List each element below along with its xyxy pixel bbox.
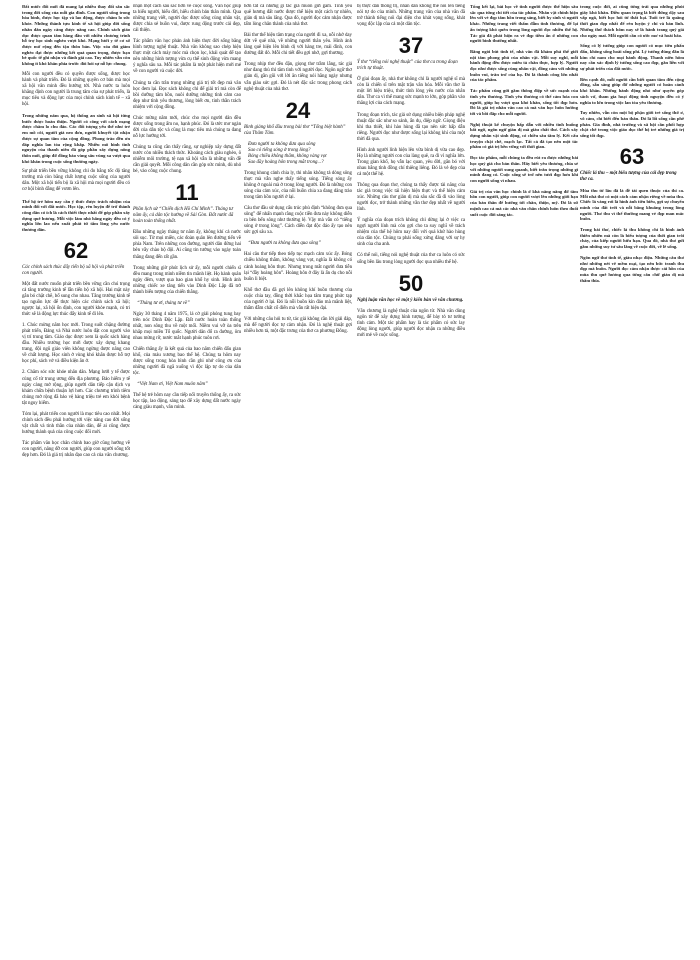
poem-block xyxy=(244,142,352,166)
paragraph: Đọc tác phẩm, mỗi chúng ta đều rút ra được những bài học quý giá cho bản thân. Hãy biết yêu thương, chia sẻ với những người xung quanh, biết trân trọng những gì mình đang có. Cuộc sống sẽ trở nên tươi đẹp hơn khi con người sống vì nhau. xyxy=(470,155,578,183)
paragraph: Tác phẩm văn học phản ánh hiện thực đời sống bằng hình tượng nghệ thuật. Nhà văn không sao chép hiện thực một cách máy móc mà chọn lọc, khái quát để tạo nên những hình tượng vừa cụ thể sinh động vừa mang ý nghĩa sâu xa. Mỗi tác phẩm là một phát hiện mới mẻ về con người và cuộc đời. xyxy=(133,39,241,75)
paragraph: Chúng ta cần trân trọng những giá trị tốt đẹp mà văn học đem lại. Đọc sách không chỉ để giải trí mà còn để bồi dưỡng tâm hồn, nuôi dưỡng những tình cảm cao đẹp như tình yêu thương, lòng biết ơn, tinh thần trách nhiệm với cộng đồng. xyxy=(133,80,241,110)
paragraph: Trong nhịp thơ đều đặn, giọng thơ trầm lắng, tác giả như đang thủ thỉ tâm tình với người đọc. Ngôn ngữ thơ giản dị, gần gũi với lời ăn tiếng nói hằng ngày nhưng vẫn giàu sức gợi. Đó là nét đặc sắc trong phong cách nghệ thuật của nhà thơ. xyxy=(244,62,352,92)
paragraph: trong cuộc đời, ai cũng từng trải qua những phút giây khó khăn. Điều quan trọng là biết đứng dậy sau vấp ngã, biết học hỏi từ thất bại. Tuổi trẻ là quãng thời gian đẹp nhất để rèn luyện ý chí và bản lĩnh. Những thử thách hôm nay sẽ là hành trang quý giá cho ngày mai. Mỗi người cần có ước mơ và hoài bão. xyxy=(580,4,684,38)
chapter-number: 24 xyxy=(285,97,311,123)
paragraph: Trong bài thơ, chiếc lá thu không chỉ là hình ảnh thiên nhiên mà còn là biểu tượng của thời gian trôi chảy, của kiếp người hữu hạn. Qua đó, nhà thơ gửi gắm những suy tư sâu lắng về cuộc đời, về lẽ sống. xyxy=(580,227,684,250)
paragraph: Sự phát triển bền vững không chỉ đo bằng tốc độ tăng trưởng mà còn bằng chất lượng cuộc sống của người dân. Một xã hội tiến bộ là xã hội mà mọi người đều có cơ hội bình đẳng để vươn lên. xyxy=(22,169,130,193)
paragraph: Trong những năm qua, hệ thống an sinh xã hội từng bước được hoàn thiện. Người có công với cách mạng được chăm lo chu đáo. Các đối tượng yếu thế như trẻ em mồ côi, người già neo đơn, người khuyết tật nhận được sự quan tâm của cộng đồng. Phong trào đền ơn đáp nghĩa lan tỏa rộng khắp. Nhiều mô hình tình nguyện của thanh niên đã góp phần xây dựng nông thôn mới, giúp đỡ đồng bào vùng sâu vùng xa vượt qua khó khăn trong cuộc sống thường ngày. xyxy=(22,113,130,164)
paragraph: 2. Chăm sóc sức khỏe nhân dân. Mạng lưới y tế được củng cố từ trung ương đến địa phương. Bảo hiểm y tế ngày càng mở rộng, giúp người dân tiếp cận dịch vụ khám chữa bệnh thuận lợi hơn. Các chương trình tiêm chủng mở rộng đã bảo vệ hàng triệu trẻ em khỏi bệnh tật nguy hiểm. xyxy=(22,370,130,406)
paragraph: Đất nước đổi mới đã mang lại nhiều thay đổi sâu sắc trong đời sống của mỗi gia đình. Con người sống trong hòa bình, được học tập và lao động, được chăm lo sức khỏe. Những thành tựu kinh tế xã hội giúp đời sống nhân dân ngày càng được nâng cao. Chính sách giáo dục được quan tâm hàng đầu với nhiều chương trình hỗ trợ học sinh nghèo vượt khó. Mạng lưới y tế cơ sở được mở rộng đến tận thôn bản. Việc xóa đói giảm nghèo đạt được những kết quả quan trọng, được bạn bè quốc tế ghi nhận và đánh giá cao. Tuy nhiên vẫn còn không ít khó khăn phía trước đòi hỏi sự nỗ lực chung. xyxy=(22,4,130,67)
paragraph: Văn chương là nghệ thuật của ngôn từ. Nhà văn dùng ngôn từ để xây dựng hình tượng, để bày tỏ tư tưởng tình cảm. Một tác phẩm hay là tác phẩm có sức lay động lòng người, giúp người đọc nhận ra những điều mới mẻ về cuộc sống. xyxy=(357,308,465,338)
paragraph: Ngày 30 tháng 4 năm 1975, lá cờ giải phóng tung bay trên nóc Dinh Độc Lập. Đất nước hoàn toàn thống nhất, non sông thu về một mối. Niềm vui vỡ òa trên khắp mọi miền Tổ quốc. Người dân đổ ra đường, ôm nhau mừng rỡ, nước mắt hạnh phúc tuôn rơi. xyxy=(133,311,241,342)
paragraph: Với những câu hỏi tu từ, tác giả không cần lời giải đáp, mà để người đọc tự cảm nhận. Đó là nghệ thuật gợi nhiều hơn tả, một đặc trưng của thơ ca phương Đông. xyxy=(244,316,352,334)
paragraph: Ở giai đoạn ấy, nhà thơ không chỉ là người nghệ sĩ mà còn là chiến sĩ trên mặt trận văn hóa. Mỗi vần thơ là một lời hiệu triệu, thức tỉnh lòng yêu nước của nhân dân. Thơ ca vì thế mang sức mạnh to lớn, góp phần vào thắng lợi của cách mạng. xyxy=(357,77,465,107)
column-3 xyxy=(244,4,352,956)
paragraph: Câu thơ đầu sử dụng cấu trúc phủ định “không đưa qua sông” để nhấn mạnh rằng cuộc tiễn đưa này không diễn ra bên bến sông như thường lệ. Vậy mà vẫn có “tiếng sóng ở trong lòng”. Cách diễn đạt độc đáo ấy tạo nên sức gợi sâu xa. xyxy=(244,206,352,236)
paragraph: Sống có lý tưởng giúp con người có mục tiêu phấn đấu, không sống hoài sống phí. Lý tưởng đúng đắn là kim chỉ nam cho mọi hành động. Thanh niên hôm nay cần xác định lý tưởng sống cao đẹp, gắn liền với sự phát triển của đất nước. xyxy=(580,43,684,72)
paragraph: Có thể nói, tiếng nói nghệ thuật của thơ ca luôn có sức sống bền lâu trong lòng người đọc qua nhiều thế hệ. xyxy=(357,253,465,265)
chapter-epigraph: Phần lịch sử “Chiến dịch Hồ Chí Minh”. Tháng tư năm ấy, cả dân tộc hướng về Sài Gòn. Đất nước đã hoàn toàn thống nhất. xyxy=(133,207,234,225)
quote-line: “Tháng tư ơi, tháng tư về” xyxy=(137,300,190,306)
paragraph: Giá trị của văn học chính là ở khả năng nâng đỡ tâm hồn con người, giúp con người vượt lên những giới hạn của bản thân để hướng tới chân, thiện, mỹ. Đó là sứ mệnh cao cả mà các nhà văn chân chính luôn theo đuổi suốt cuộc đời sáng tác. xyxy=(470,188,578,217)
chapter-number: 11 xyxy=(175,180,199,206)
paragraph: hơn tất cả những gì tác giả muốn gửi gắm. Tình yêu quê hương đất nước được thể hiện một cách tự nhiên, giản dị mà sâu lắng. Qua đó, người đọc cảm nhận được tấm lòng chân thành của nhà thơ. xyxy=(244,4,352,28)
paragraph: Trong đoạn trích, tác giả sử dụng nhiều biện pháp nghệ thuật đặc sắc như so sánh, ẩn dụ, điệp ngữ. Giọng điệu khi tha thiết, khi hào hùng đã tạo nên sức hấp dẫn riêng. Người đọc như được sống lại không khí của một thời đã qua. xyxy=(357,112,465,142)
paragraph: Bên cạnh đó, mỗi người cần biết quan tâm đến cộng đồng, sẵn sàng giúp đỡ những người có hoàn cảnh khó khăn. Những hành động nhỏ như quyên góp sách vở, tham gia hoạt động tình nguyện đều có ý nghĩa to lớn trong việc lan tỏa yêu thương. xyxy=(580,76,684,105)
paragraph: Chúc mừng năm mới, chúc cho mọi người dân đều được sống trong ấm no, hạnh phúc. Đó là ước mơ ngàn đời của dân tộc và cũng là mục tiêu mà chúng ta đang nỗ lực hướng tới. xyxy=(133,115,241,139)
poem-line: Đưa người ta không đưa qua sông xyxy=(248,141,316,147)
paragraph: Thế hệ trẻ hôm nay cần ý thức được trách nhiệm của mình đối với đất nước. Học tập, rèn luyện để trở thành công dân có ích là cách thiết thực nhất để góp phần xây dựng quê hương. Mỗi việc làm nhỏ hằng ngày đều có ý nghĩa lớn lao nếu xuất phát từ tấm lòng yêu nước thương dân. xyxy=(22,198,130,233)
paragraph: Thế hệ trẻ hôm nay cần tiếp nối truyền thống ấy, ra sức học tập, lao động, sáng tạo để xây dựng đất nước ngày càng giàu mạnh, văn minh. xyxy=(133,393,241,411)
paragraph: Tác phẩm văn học chân chính bao giờ cũng hướng về con người, nâng đỡ con người, giúp con người sống tốt đẹp hơn. Đó là giá trị nhân đạo cao cả của văn chương. xyxy=(22,440,130,459)
paragraph: Một đất nước muốn phát triển bền vững cần chú trọng cả tăng trưởng kinh tế lẫn tiến bộ xã hội. Hai mặt này gắn bó chặt chẽ, bổ sung cho nhau. Tăng trưởng kinh tế tạo nguồn lực để thực hiện các chính sách xã hội; ngược lại, xã hội ổn định, con người khỏe mạnh, có tri thức sẽ là động lực thúc đẩy kinh tế đi lên. xyxy=(22,281,130,318)
paragraph: Mùa thu từ lâu đã là đề tài quen thuộc của thi ca. Mỗi nhà thơ có một cách cảm nhận riêng về mùa thu. Chiếc lá vàng rơi là hình ảnh tiêu biểu, gợi sự chuyển mình của đất trời và nỗi bâng khuâng trong lòng người. Thơ thu vì thế thường mang vẻ đẹp man mác buồn. xyxy=(580,187,684,222)
column-4 xyxy=(357,4,465,956)
quote-line: “Việt Nam ơi, Việt Nam muôn năm” xyxy=(137,382,208,388)
column-6 xyxy=(580,4,684,956)
paragraph: 1. Chúc mừng năm học mới. Trong suốt chặng đường phát triển, Đảng và Nhà nước luôn đặt con người vào vị trí trung tâm. Giáo dục được xem là quốc sách hàng đầu. Nhiều trường học mới được xây dựng khang trang, đội ngũ giáo viên không ngừng được nâng cao về chất lượng. Học sinh ở vùng khó khăn được hỗ trợ học phí, sách vở và điều kiện ăn ở. xyxy=(22,323,130,365)
paragraph: Khổ thơ đầu đã gợi lên không khí buồn thương của cuộc chia tay, đồng thời khắc họa tâm trạng phức tạp của người ở lại. Đó là nỗi buồn kín đáo mà mãnh liệt, thấm đẫm chất cổ điển mà vẫn rất hiện đại. xyxy=(244,287,352,311)
paragraph: nhận một cách sâu sắc hơn về cuộc sống. Văn học giúp ta hiểu người, hiểu đời, hiểu chính bản thân mình. Qua những trang viết, người đọc được sống cùng nhân vật, được chia sẻ buồn vui, được rung động trước cái đẹp, cái thiện. xyxy=(133,4,241,34)
paragraph: Tóm lại, phát triển con người là mục tiêu cao nhất. Mọi chính sách đều phải hướng tới việc nâng cao đời sống vật chất và tinh thần của nhân dân, để ai cũng được hưởng thành quả của công cuộc đổi mới. xyxy=(22,411,130,435)
paragraph: Ngôn ngữ thơ tinh tế, giàu nhạc điệu. Những câu thơ như những nét vẽ mềm mại, tạo nên bức tranh thu đẹp mà buồn. Người đọc cảm nhận được cái hồn của mùa thu quê hương qua từng câu chữ giản dị mà thấm thía. xyxy=(580,254,684,283)
chapter-number: 63 xyxy=(619,143,645,169)
column-2 xyxy=(133,4,241,956)
paragraph: Hình ảnh người lính hiện lên vừa bình dị vừa cao đẹp. Họ là những người con của làng quê, ra đi vì nghĩa lớn. Trong gian khổ, họ vẫn lạc quan, yêu đời, gắn bó với nhau bằng tình đồng chí thiêng liêng. Đó là vẻ đẹp của cả một thế hệ. xyxy=(357,147,465,177)
paragraph: Tuy nhiên, vẫn còn một bộ phận giới trẻ sống thờ ơ, vô cảm, chỉ biết đến bản thân. Đó là lối sống cần phê phán. Gia đình, nhà trường và xã hội cần phối hợp chặt chẽ trong việc giáo dục thế hệ trẻ những giá trị sống tốt đẹp. xyxy=(580,110,684,139)
chapter-epigraph: Bình giảng khổ đầu trong bài thơ “Tống biệt hành” của Thâm Tâm. xyxy=(244,124,346,136)
poem-line: Sao có tiếng sóng ở trong lòng? xyxy=(248,147,311,153)
paragraph: Bài thơ thể hiện tâm trạng của người đi xa, nỗi nhớ day dứt về quê nhà, về những người thân yêu. Hình ảnh làng quê hiện lên bình dị với hàng tre, mái đình, con đường đất đỏ. Mỗi chi tiết đều gợi nhớ, gợi thương. xyxy=(244,33,352,57)
paragraph: Tổng kết lại, bài học về tình người được thể hiện sâu sắc qua từng chi tiết của tác phẩm. Nhân vật chính hiện lên với vẻ đẹp tâm hồn trong sáng, biết hy sinh vì người khác. Những trang viết thấm đẫm tình thương, để lại ấn tượng khó quên trong lòng người đọc nhiều thế hệ. Tác giả đã phát hiện ra vẻ đẹp tiềm ẩn ở những con người bình thường nhất. xyxy=(470,4,578,44)
chapter-epigraph: Chiếc lá thu – một biểu tượng của cái đẹp trong thơ ca. xyxy=(580,170,677,182)
paragraph: Thông qua đoạn thơ, chúng ta thấy được tài năng của tác giả trong việc tái hiện hiện thực và thể hiện cảm xúc. Những câu thơ giản dị mà sâu sắc đã đi vào lòng người đọc, trở thành những vần thơ đẹp nhất về người lính. xyxy=(357,182,465,213)
quote-line: “Đưa người ta không đưa qua sông” xyxy=(248,241,321,247)
chapter-number: 37 xyxy=(398,33,424,59)
paragraph: Tác phẩm cũng gửi gắm thông điệp về sức mạnh của tình yêu thương. Tình yêu thương có thể cảm hóa con người, giúp họ vượt qua khó khăn, sống tốt đẹp hơn. Đó là giá trị nhân văn cao cả mà văn học luôn hướng tới và bồi đắp cho mỗi người. xyxy=(470,88,578,116)
paragraph: Hai câu thơ tiếp theo tiếp tục mạch cảm xúc ấy. Bóng chiều không thắm, không vàng vọt, nghĩa là không có cảnh hoàng hôn thực. Nhưng trong mắt người đưa tiễn lại “đầy hoàng hôn”. Hoàng hôn ở đây là ẩn dụ cho nỗi buồn li biệt. xyxy=(244,252,352,282)
paragraph: Trong khung cảnh chia ly, thi nhân không tả dòng sông thực mà vẫn nghe thấy tiếng sóng. Tiếng sóng ấy không ở ngoài mà ở trong lòng người. Đó là những con sóng của cảm xúc, của nỗi buồn chia xa đang dâng trào trong tâm hồn người ở lại. xyxy=(244,170,352,201)
paragraph: Bằng ngòi bút tinh tế, nhà văn đã khám phá thế giới nội tâm phong phú của nhân vật. Mỗi suy nghĩ, mỗi hành động đều được miêu tả chân thực, hợp lý. Người đọc như được sống cùng nhân vật, đồng cảm với những buồn vui, trăn trở của họ. Đó là thành công lớn nhất của tác phẩm. xyxy=(470,48,578,83)
paragraph: Trong những giờ phút lịch sử ấy, mỗi người chiến sĩ đều mang trong mình niềm tin mãnh liệt. Họ hành quân ngày đêm, vượt qua bao gian khổ hy sinh. Hình ảnh những chiếc xe tăng tiến vào Dinh Độc Lập đã trở thành biểu tượng của chiến thắng. xyxy=(133,265,241,295)
paragraph: Chúng ta cũng cần thấy rằng, sự nghiệp xây dựng đất nước còn nhiều thách thức. Khoảng cách giàu nghèo, ô nhiễm môi trường, tệ nạn xã hội vẫn là những vấn đề cần giải quyết. Mỗi công dân cần góp sức mình, dù nhỏ bé, vào công cuộc chung. xyxy=(133,144,241,175)
column-5 xyxy=(470,4,578,956)
chapter-number: 50 xyxy=(398,270,424,296)
paragraph: Chiến thắng ấy là kết quả của bao năm chiến đấu gian khổ, của máu xương bao thế hệ. Chúng ta hôm nay được sống trong hòa bình cần ghi nhớ công ơn của những người đã ngã xuống vì độc lập tự do của dân tộc. xyxy=(133,347,241,377)
column-1 xyxy=(22,4,130,956)
poem-line: Sao đầy hoàng hôn trong mắt trong...? xyxy=(248,159,324,165)
paragraph: Nghệ thuật kể chuyện hấp dẫn với nhiều tình huống bất ngờ, ngôn ngữ giản dị mà giàu chất thơ. Cách xây dựng nhân vật sinh động, có chiều sâu tâm lý. Kết cấu truyện chặt chẽ, mạch lạc. Tất cả đã tạo nên một tác phẩm có giá trị bền vững với thời gian. xyxy=(470,121,578,150)
chapter-number: 62 xyxy=(63,237,89,263)
paragraph: bị thực dân thống trị, nhân dân không thể nói lên tiếng nói tự do của mình. Những trang văn của nhà văn đã trở thành tiếng nói đại diện cho khát vọng sống, khát vọng độc lập của cả một dân tộc. xyxy=(357,4,465,28)
paragraph: Đầu những ngày tháng tư năm ấy, không khí cả nước sôi sục. Từ mọi miền, các đoàn quân lên đường tiến về phía Nam. Trên những con đường, người dân đứng hai bên vẫy chào bộ đội. Ai cũng tin tưởng vào ngày toàn thắng đang đến rất gần. xyxy=(133,230,241,260)
chapter-epigraph: Ý thơ “tiếng nói nghệ thuật” của thơ ca trong đoạn trích tự thuật. xyxy=(357,60,458,72)
chapter-epigraph: Nghị luận văn học về một ý kiến bàn về văn chương. xyxy=(357,297,464,303)
chapter-epigraph: Các chính sách thúc đẩy tiến bộ xã hội và phát triển con người. xyxy=(22,264,125,276)
poem-line: Bóng chiều không thắm, không vàng vọt xyxy=(248,153,327,159)
paragraph: Ý nghĩa của đoạn trích không chỉ dừng lại ở việc ca ngợi người lính mà còn gợi cho ta suy nghĩ về trách nhiệm của thế hệ hôm nay đối với quá khứ hào hùng của dân tộc. Chúng ta phải sống xứng đáng với sự hy sinh của cha anh. xyxy=(357,218,465,248)
paragraph: Mỗi con người đều có quyền được sống, được học hành và phát triển. Đó là những quyền cơ bản mà mọi xã hội văn minh đều hướng tới. Nhà nước ta luôn khẳng định con người là trung tâm của sự phát triển, là mục tiêu và động lực của mọi chính sách kinh tế – xã hội. xyxy=(22,71,130,107)
